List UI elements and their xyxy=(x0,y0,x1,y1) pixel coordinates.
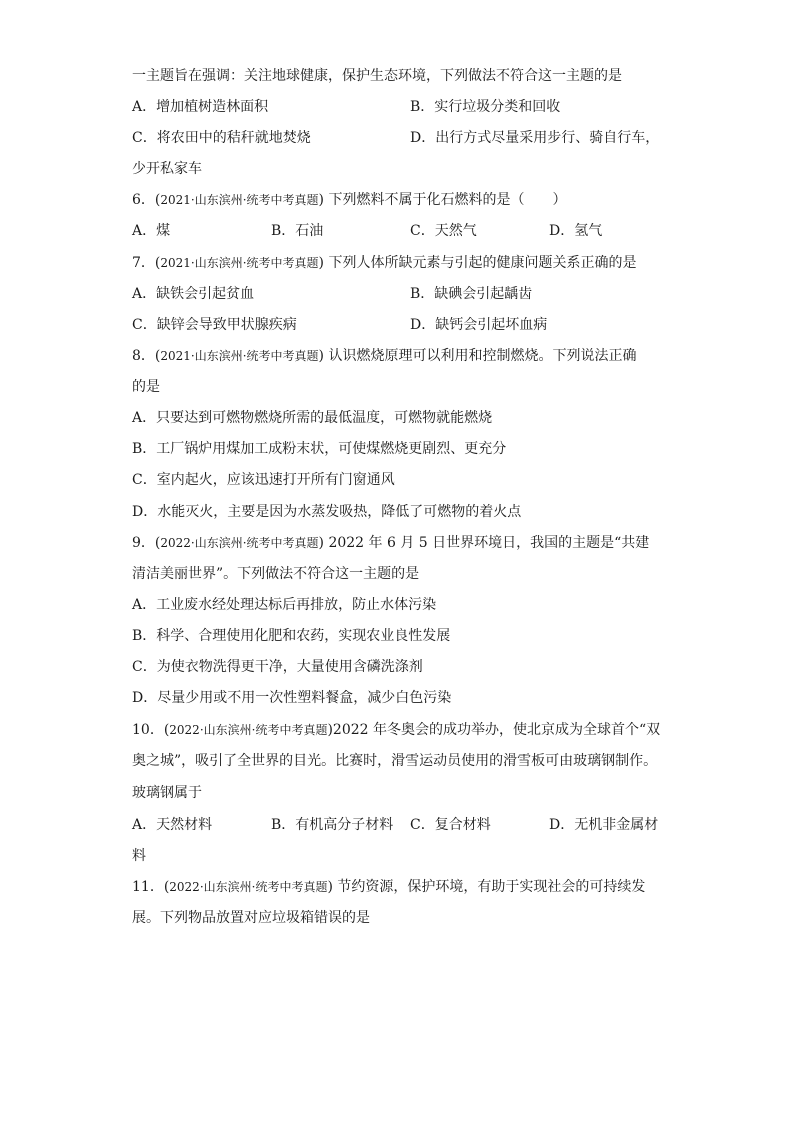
question-source: 2022·山东滨州·统考中考真题 xyxy=(169,880,328,894)
q6-option-b: B．石油 xyxy=(271,223,324,239)
q9-stem-cont: 清洁美丽世界”。下列做法不符合这一主题的是 xyxy=(132,566,420,582)
q5-option-c: C．将农田中的秸秆就地焚烧 xyxy=(132,130,311,146)
q7-option-b: B．缺碘会引起龋齿 xyxy=(410,286,533,302)
q10-stem-cont-1: 奥之城”，吸引了全世界的目光。比赛时，滑雪运动员使用的滑雪板可由玻璃钢制作。 xyxy=(132,753,658,769)
question-text: )2022 年冬奥会的成功举办，使北京成为全球首个“双 xyxy=(327,722,661,738)
question-source: 2022·山东滨州·统考中考真题 xyxy=(160,536,319,550)
q8-option-b: B．工厂锅炉用煤加工成粉末状，可使煤燃烧更剧烈、更充分 xyxy=(132,441,507,457)
question-text: ) 2022 年 6 月 5 日世界环境日，我国的主题是“共建 xyxy=(318,535,650,551)
question-number: 8．( xyxy=(132,348,161,364)
q5-option-a: A．增加植树造林面积 xyxy=(132,99,269,115)
q10-option-d: D．无机非金属材 xyxy=(549,817,659,833)
question-text: ) 下列燃料不属于化石燃料的是（ ） xyxy=(318,192,567,208)
question-text: ) 认识燃烧原理可以利用和控制燃烧。下列说法正确 xyxy=(318,348,637,364)
q7-option-d: D．缺钙会引起坏血病 xyxy=(410,317,548,333)
question-source: 2021·山东滨州·统考中考真题 xyxy=(160,193,319,207)
q9-option-d: D．尽量少用或不用一次性塑料餐盒，减少白色污染 xyxy=(132,690,452,706)
q9-option-b: B．科学、合理使用化肥和农药，实现农业良性发展 xyxy=(132,628,451,644)
question-source: 2021·山东滨州·统考中考真题 xyxy=(160,256,319,270)
q7-option-a: A．缺铁会引起贫血 xyxy=(132,286,255,302)
question-text: ) 下列人体所缺元素与引起的健康问题关系正确的是 xyxy=(318,255,637,271)
q8-option-d: D．水能灭火，主要是因为水蒸发吸热，降低了可燃物的着火点 xyxy=(132,504,522,520)
q10-option-a: A．天然材料 xyxy=(132,817,213,833)
q11-stem xyxy=(132,877,645,897)
question-text: ) 节约资源，保护环境，有助于实现社会的可持续发 xyxy=(327,879,646,895)
q10-stem xyxy=(132,720,660,740)
q8-option-a: A．只要达到可燃物燃烧所需的最低温度，可燃物就能燃烧 xyxy=(132,410,493,426)
q5-option-d-cont: 少开私家车 xyxy=(132,161,202,177)
q11-stem-cont: 展。下列物品放置对应垃圾箱错误的是 xyxy=(132,910,370,926)
question-source: 2021·山东滨州·统考中考真题 xyxy=(160,349,319,363)
q6-stem xyxy=(132,190,566,210)
q5-option-d: D．出行方式尽量采用步行、骑自行车， xyxy=(410,130,660,146)
q9-stem xyxy=(132,533,649,553)
q5-option-b: B．实行垃圾分类和回收 xyxy=(410,99,561,115)
q6-option-a: A．煤 xyxy=(132,223,171,239)
question-number: 11．( xyxy=(132,879,170,895)
q7-stem xyxy=(132,253,636,273)
question-number: 6．( xyxy=(132,192,161,208)
q5-stem: 一主题旨在强调：关注地球健康，保护生态环境，下列做法不符合这一主题的是 xyxy=(132,68,622,84)
question-number: 9．( xyxy=(132,535,161,551)
q7-option-c: C．缺锌会导致甲状腺疾病 xyxy=(132,317,297,333)
q10-option-d-cont: 料 xyxy=(132,848,146,864)
q8-stem-cont: 的是 xyxy=(132,379,160,395)
q10-option-c: C．复合材料 xyxy=(410,817,491,833)
q10-stem-cont-2: 玻璃钢属于 xyxy=(132,785,202,801)
q9-option-a: A．工业废水经处理达标后再排放，防止水体污染 xyxy=(132,597,437,613)
question-number: 10．( xyxy=(132,722,170,738)
question-number: 7．( xyxy=(132,255,161,271)
q8-stem xyxy=(132,346,636,366)
q6-option-d: D．氢气 xyxy=(549,223,603,239)
q9-option-c: C．为使衣物洗得更干净，大量使用含磷洗涤剂 xyxy=(132,659,423,675)
q8-option-c: C．室内起火，应该迅速打开所有门窗通风 xyxy=(132,472,395,488)
question-source: 2022·山东滨州·统考中考真题 xyxy=(169,723,328,737)
q10-option-b: B．有机高分子材料 xyxy=(271,817,394,833)
q6-option-c: C．天然气 xyxy=(410,223,477,239)
